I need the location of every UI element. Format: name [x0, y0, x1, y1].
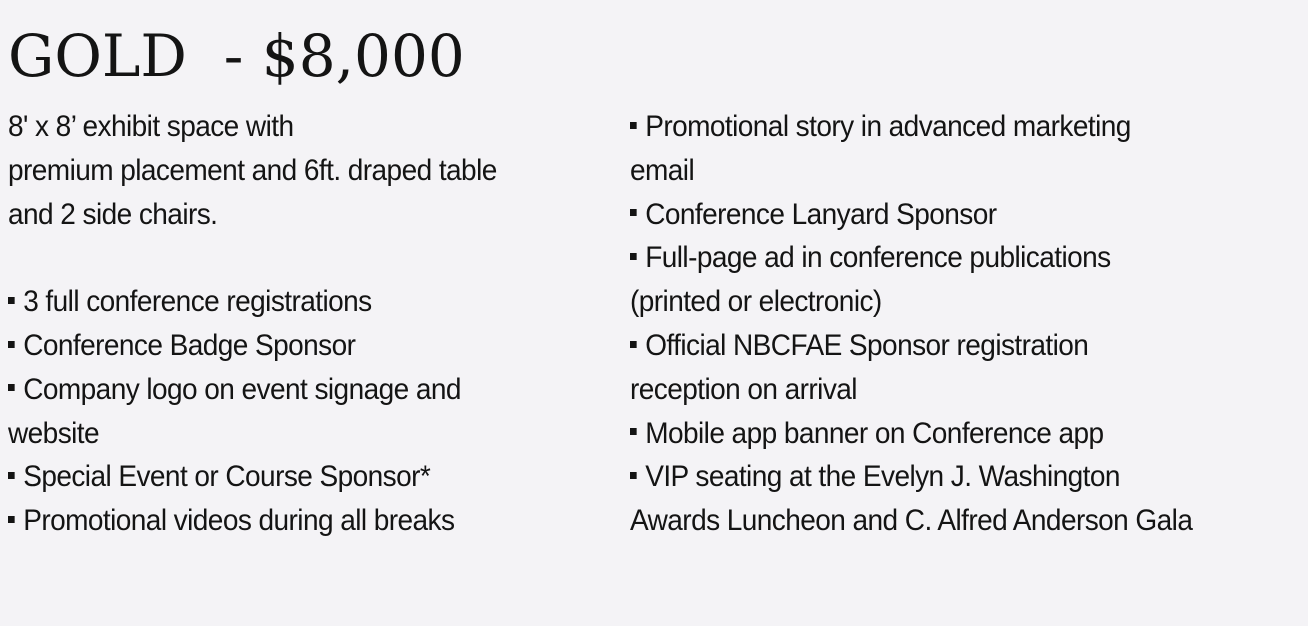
benefit-item	[8, 499, 588, 543]
benefit-item	[630, 105, 1286, 193]
benefit-text: Official NBCFAE Sponsor registration	[645, 328, 1089, 362]
spacer	[8, 236, 588, 280]
benefit-item	[8, 368, 588, 456]
benefit-text: Full-page ad in conference publications	[645, 241, 1111, 275]
intro-line: and 2 side chairs.	[8, 197, 218, 231]
benefit-text: 3 full conference registrations	[23, 285, 372, 319]
benefit-item	[630, 412, 1286, 456]
square-bullet-icon	[8, 384, 15, 391]
benefit-text-continued: website	[8, 416, 100, 450]
benefit-item	[630, 193, 1286, 237]
square-bullet-icon	[8, 341, 15, 348]
benefit-text: Special Event or Course Sponsor*	[23, 460, 431, 494]
intro-line: 8' x 8’ exhibit space with	[8, 110, 294, 143]
square-bullet-icon	[630, 122, 637, 129]
left-column	[8, 105, 588, 543]
benefit-item	[630, 324, 1286, 412]
square-bullet-icon	[8, 516, 15, 523]
benefit-text: Promotional story in advanced marketing	[645, 110, 1131, 143]
benefit-text-continued: reception on arrival	[630, 372, 857, 406]
benefit-item	[8, 324, 588, 368]
benefit-text: Mobile app banner on Conference app	[645, 416, 1104, 450]
benefit-text: Conference Badge Sponsor	[23, 328, 356, 362]
benefit-item	[8, 280, 588, 324]
benefit-text-continued: (printed or electronic)	[630, 285, 882, 319]
intro-line: premium placement and 6ft. draped table	[8, 153, 497, 187]
benefit-item	[8, 455, 588, 499]
benefit-item	[630, 236, 1286, 324]
square-bullet-icon	[630, 209, 637, 216]
tier-title: GOLD - $8,000	[8, 22, 465, 90]
benefit-text-continued: Awards Luncheon and C. Alfred Anderson Gala	[630, 504, 1193, 538]
benefit-text: Promotional videos during all breaks	[23, 504, 455, 538]
benefit-item	[630, 455, 1286, 543]
square-bullet-icon	[630, 472, 637, 479]
square-bullet-icon	[630, 428, 637, 435]
square-bullet-icon	[8, 297, 15, 304]
benefit-text: Company logo on event signage and	[23, 372, 461, 406]
square-bullet-icon	[630, 253, 637, 260]
benefit-text: Conference Lanyard Sponsor	[645, 197, 997, 231]
benefit-text: VIP seating at the Evelyn J. Washington	[645, 460, 1120, 494]
benefit-text-continued: email	[630, 153, 695, 187]
right-column	[630, 105, 1286, 543]
square-bullet-icon	[8, 472, 15, 479]
square-bullet-icon	[630, 341, 637, 348]
